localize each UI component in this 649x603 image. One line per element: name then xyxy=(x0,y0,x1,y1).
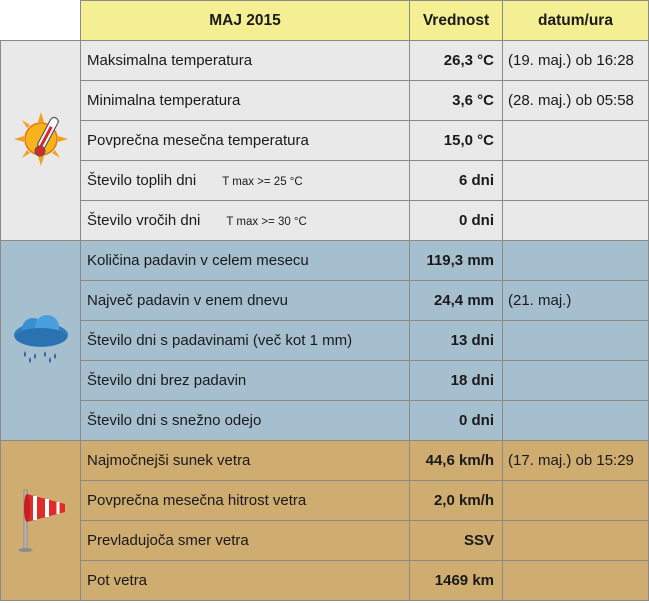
rain-date-1: (21. maj.) xyxy=(503,281,649,321)
wind-value-1: 2,0 km/h xyxy=(410,481,503,521)
header-row xyxy=(1,1,649,41)
temp-label-2: Povprečna mesečna temperatura xyxy=(81,121,410,161)
temp-date-4 xyxy=(503,201,649,241)
table-row xyxy=(1,121,649,161)
temp-label-3 xyxy=(81,161,410,201)
temp-date-1: (28. maj.) ob 05:58 xyxy=(503,81,649,121)
rain-value-2: 13 dni xyxy=(410,321,503,361)
table-row xyxy=(1,81,649,121)
wind-label-0: Najmočnejši sunek vetra xyxy=(81,441,410,481)
temp-date-2 xyxy=(503,121,649,161)
table-row xyxy=(1,401,649,441)
windsock-icon xyxy=(11,484,71,554)
wind-value-2: SSV xyxy=(410,521,503,561)
temp-label-1: Minimalna temperatura xyxy=(81,81,410,121)
table-row xyxy=(1,281,649,321)
rain-value-1: 24,4 mm xyxy=(410,281,503,321)
temp-date-0: (19. maj.) ob 16:28 xyxy=(503,41,649,81)
temp-value-0: 26,3 °C xyxy=(410,41,503,81)
row-label-text: Število vročih dni xyxy=(87,212,201,229)
wind-date-3 xyxy=(503,561,649,601)
table-row xyxy=(1,161,649,201)
header-value: Vrednost xyxy=(410,1,503,41)
row-note: T max >= 30 °C xyxy=(226,216,307,228)
rain-value-4: 0 dni xyxy=(410,401,503,441)
wind-label-1: Povprečna mesečna hitrost vetra xyxy=(81,481,410,521)
table-row xyxy=(1,521,649,561)
table-row xyxy=(1,481,649,521)
header-blank-cell xyxy=(1,1,81,41)
row-label-text: Število toplih dni xyxy=(87,172,197,189)
temp-date-3 xyxy=(503,161,649,201)
rain-date-2 xyxy=(503,321,649,361)
rain-cloud-icon xyxy=(11,313,71,365)
temp-value-2: 15,0 °C xyxy=(410,121,503,161)
wind-section-icon-cell xyxy=(1,441,81,601)
rain-date-3 xyxy=(503,361,649,401)
rain-label-0: Količina padavin v celem mesecu xyxy=(81,241,410,281)
rain-date-4 xyxy=(503,401,649,441)
rain-value-0: 119,3 mm xyxy=(410,241,503,281)
wind-date-0: (17. maj.) ob 15:29 xyxy=(503,441,649,481)
table-row xyxy=(1,561,649,601)
rain-value-3: 18 dni xyxy=(410,361,503,401)
table-row xyxy=(1,441,649,481)
header-date: datum/ura xyxy=(503,1,649,41)
temperature-section-icon-cell xyxy=(1,41,81,241)
temp-label-4 xyxy=(81,201,410,241)
temp-value-1: 3,6 °C xyxy=(410,81,503,121)
wind-label-2: Prevladujoča smer vetra xyxy=(81,521,410,561)
header-month: MAJ 2015 xyxy=(81,1,410,41)
row-note: T max >= 25 °C xyxy=(222,176,303,188)
rain-label-1: Največ padavin v enem dnevu xyxy=(81,281,410,321)
rain-label-4: Število dni s snežno odejo xyxy=(81,401,410,441)
rain-date-0 xyxy=(503,241,649,281)
temp-value-3: 6 dni xyxy=(410,161,503,201)
table-row xyxy=(1,361,649,401)
table-row xyxy=(1,241,649,281)
wind-date-2 xyxy=(503,521,649,561)
sun-thermometer-icon xyxy=(12,110,70,168)
wind-date-1 xyxy=(503,481,649,521)
temp-value-4: 0 dni xyxy=(410,201,503,241)
rain-label-3: Število dni brez padavin xyxy=(81,361,410,401)
precipitation-section-icon-cell xyxy=(1,241,81,441)
table-row xyxy=(1,321,649,361)
rain-label-2: Število dni s padavinami (več kot 1 mm) xyxy=(81,321,410,361)
temp-label-0: Maksimalna temperatura xyxy=(81,41,410,81)
wind-value-0: 44,6 km/h xyxy=(410,441,503,481)
table-row xyxy=(1,41,649,81)
wind-label-3: Pot vetra xyxy=(81,561,410,601)
wind-value-3: 1469 km xyxy=(410,561,503,601)
table-row xyxy=(1,201,649,241)
